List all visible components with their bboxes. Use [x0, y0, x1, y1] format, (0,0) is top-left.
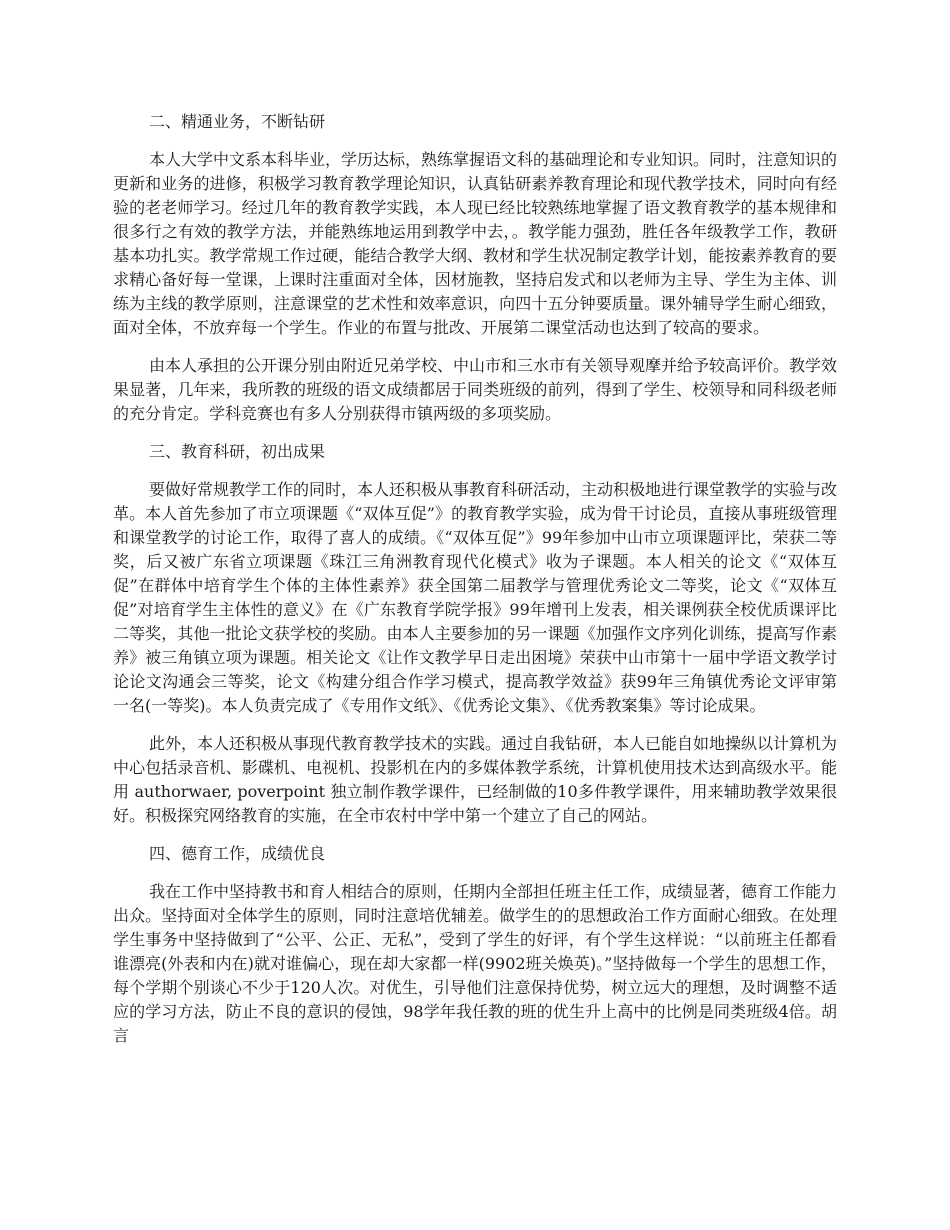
section-heading-2: 二、精通业务，不断钻研	[149, 112, 326, 131]
section-heading-3: 三、教育科研，初出成果	[149, 442, 326, 461]
paragraph: 由本人承担的公开课分别由附近兄弟学校、中山市和三水市有关领导观摩并给予较高评价。教学效果显著，几年来，我所教的班级的语文成绩都居于同类班级的前列，得到了学生、校领导和同科级老师的充分肯定。学科竞赛也有多人分别获得市镇两级的多项奖励。	[113, 356, 838, 423]
paragraph: 我在工作中坚持教书和育人相结合的原则，任期内全部担任班主任工作，成绩显著，德育工作能力出众。坚持面对全体学生的原则，同时注意培优辅差。做学生的的思想政治工作方面耐心细致。在处理学生事务中坚持做到了“公平、公正、无私”，受到了学生的好评，有个学生这样说：“以前班主任都看谁漂亮(外表和内在)就对谁偏心，现在却大家都一样(9902班关焕英)。”坚持做每一个学生的思想工作，每个学期个别谈心不少于120人次。对优生，引导他们注意保持优势，树立远大的理想，及时调整不适应的学习方法，防止不良的意识的侵蚀，98学年我任教的班的优生升上高中的比例是同类班级4倍。胡言	[113, 882, 838, 1045]
paragraph: 本人大学中文系本科毕业，学历达标，熟练掌握语文科的基础理论和专业知识。同时，注意知识的更新和业务的进修，积极学习教育教学理论知识，认真钻研素养教育理论和现代教学技术，同时向有经验的老老师学习。经过几年的教育教学实践，本人现已经比较熟练地掌握了语文教育教学的基本规律和很多行之有效的教学方法，并能熟练地运用到教学中去，。教学能力强劲，胜任各年级教学工作，教研基本功扎实。教学常规工作过硬，能结合教学大纲、教材和学生状况制定教学计划，能按素养教育的要求精心备好每一堂课，上课时注重面对全体，因材施教，坚持启发式和以老师为主导、学生为主体、训练为主线的教学原则，注意课堂的艺术性和效率意识，向四十五分钟要质量。课外辅导学生耐心细致，面对全体，不放弃每一个学生。作业的布置与批改、开展第二课堂活动也达到了较高的要求。	[113, 150, 838, 337]
paragraph: 要做好常规教学工作的同时，本人还积极从事教育科研活动，主动积极地进行课堂教学的实验与改革。本人首先参加了市立项课题《“双体互促”》的教育教学实验，成为骨干讨论员，直接从事班级管理和课堂教学的讨论工作，取得了喜人的成绩。《“双体互促”》99年参加中山市立项课题评比，荣获二等奖，后又被广东省立项课题《珠江三角洲教育现代化模式》收为子课题。本人相关的论文《“双体互促”在群体中培育学生个体的主体性素养》获全国第二届教学与管理优秀论文二等奖，论文《“双体互促”对培育学生主体性的意义》在《广东教育学院学报》99年增刊上发表，相关课例获全校优质课评比二等奖，其他一批论文获学校的奖励。由本人主要参加的另一课题《加强作文序列化训练，提高写作素养》被三角镇立项为课题。相关论文《让作文教学早日走出困境》荣获中山市第十一届中学语文教学讨论论文沟通会三等奖，论文《构建分组合作学习模式，提高教学效益》获99年三角镇优秀论文评审第一名(一等奖)。本人负责完成了《专用作文纸》、《优秀论文集》、《优秀教案集》等讨论成果。	[113, 480, 838, 715]
paragraph: 此外，本人还积极从事现代教育教学技术的实践。通过自我钻研，本人已能自如地操纵以计算机为中心包括录音机、影碟机、电视机、投影机在内的多媒体教学系统，计算机使用技术达到高级水平。能用 authorwaer, poverpoint 独立制作教学课件，已经制做的10多件教学课件，用来辅助教学效果很好。积极探究网络教育的实施，在全市农村中学中第一个建立了自己的网站。	[113, 734, 838, 825]
section-heading-4: 四、德育工作，成绩优良	[149, 844, 326, 863]
